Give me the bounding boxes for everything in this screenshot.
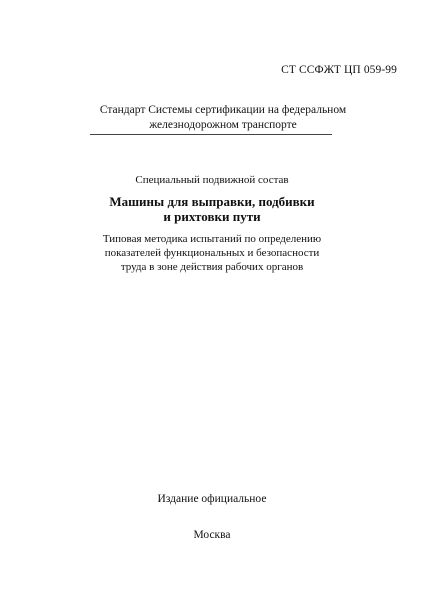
publication-city: Москва: [193, 529, 231, 541]
edition-label: Издание официальное: [157, 493, 267, 505]
subtitle-line-1: Типовая методика испытаний по определению: [102, 233, 322, 245]
category-label: Специальный подвижной состав: [135, 174, 289, 186]
standard-system-heading: [93, 103, 353, 133]
header-divider: [90, 134, 332, 135]
document-title: [72, 194, 352, 224]
title-line-1: Машины для выправки, подбивки: [109, 194, 315, 209]
subtitle-line-2: показателей функциональных и безопасности: [104, 247, 320, 259]
subtitle-line-3: труда в зоне действия рабочих органов: [120, 261, 304, 273]
standard-line-2: железнодорожном транспорте: [149, 119, 297, 131]
title-line-2: и рихтовки пути: [163, 209, 261, 224]
document-subtitle: [72, 232, 352, 274]
standard-line-1: Стандарт Системы сертификации на федеральном: [99, 104, 347, 116]
document-code: СТ ССФЖТ ЦП 059-99: [281, 64, 397, 76]
